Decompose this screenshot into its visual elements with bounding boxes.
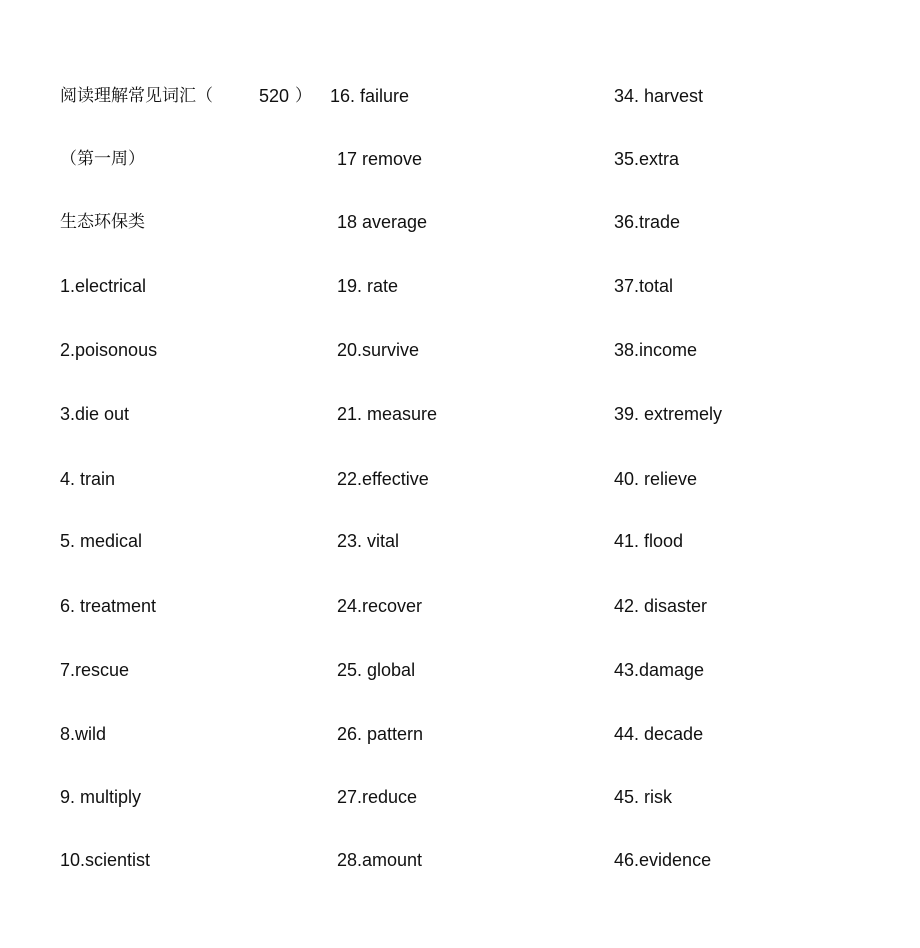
word-item: 45. risk [614, 787, 673, 807]
word-item: 23. vital [337, 531, 400, 551]
word-item: 37.total [614, 276, 674, 296]
word-item: 35.extra [614, 149, 680, 169]
word-item: 36.trade [614, 212, 681, 232]
word-item: 41. flood [614, 531, 684, 551]
word-item: 6. treatment [60, 596, 157, 616]
word-item: 18 average [337, 212, 428, 232]
word-item: 8.wild [60, 724, 107, 744]
word-item: 10.scientist [60, 850, 151, 870]
word-item: 46.evidence [614, 850, 712, 870]
word-item: 28.amount [337, 850, 423, 870]
word-item: 25. global [337, 660, 416, 680]
word-item: 4. train [60, 469, 116, 489]
word-item: 17 remove [337, 149, 423, 169]
word-item: 20.survive [337, 340, 420, 360]
word-item: 22.effective [337, 469, 429, 489]
word-item: 9. multiply [60, 787, 142, 807]
title-count: 520 [259, 86, 290, 106]
word-item: 40. relieve [614, 469, 698, 489]
word-item: 39. extremely [614, 404, 723, 424]
word-item: 43.damage [614, 660, 705, 680]
word-item: 27.reduce [337, 787, 418, 807]
word-item: 1.electrical [60, 276, 147, 296]
word-item: 34. harvest [614, 86, 704, 106]
word-item: 26. pattern [337, 724, 424, 744]
word-item: 42. disaster [614, 596, 708, 616]
word-item: 44. decade [614, 724, 704, 744]
word-item: 16. failure [330, 86, 410, 106]
word-item: 5. medical [60, 531, 143, 551]
title-prefix: 阅读理解常见词汇（ [60, 86, 213, 106]
word-item: 19. rate [337, 276, 399, 296]
word-item: 24.recover [337, 596, 423, 616]
word-item: 38.income [614, 340, 698, 360]
word-item: 7.rescue [60, 660, 130, 680]
week-label: （第一周） [60, 149, 145, 169]
word-item: 21. measure [337, 404, 438, 424]
word-item: 2.poisonous [60, 340, 158, 360]
word-item: 3.die out [60, 404, 130, 424]
category-label: 生态环保类 [60, 212, 145, 232]
title-suffix: ） [295, 86, 312, 106]
